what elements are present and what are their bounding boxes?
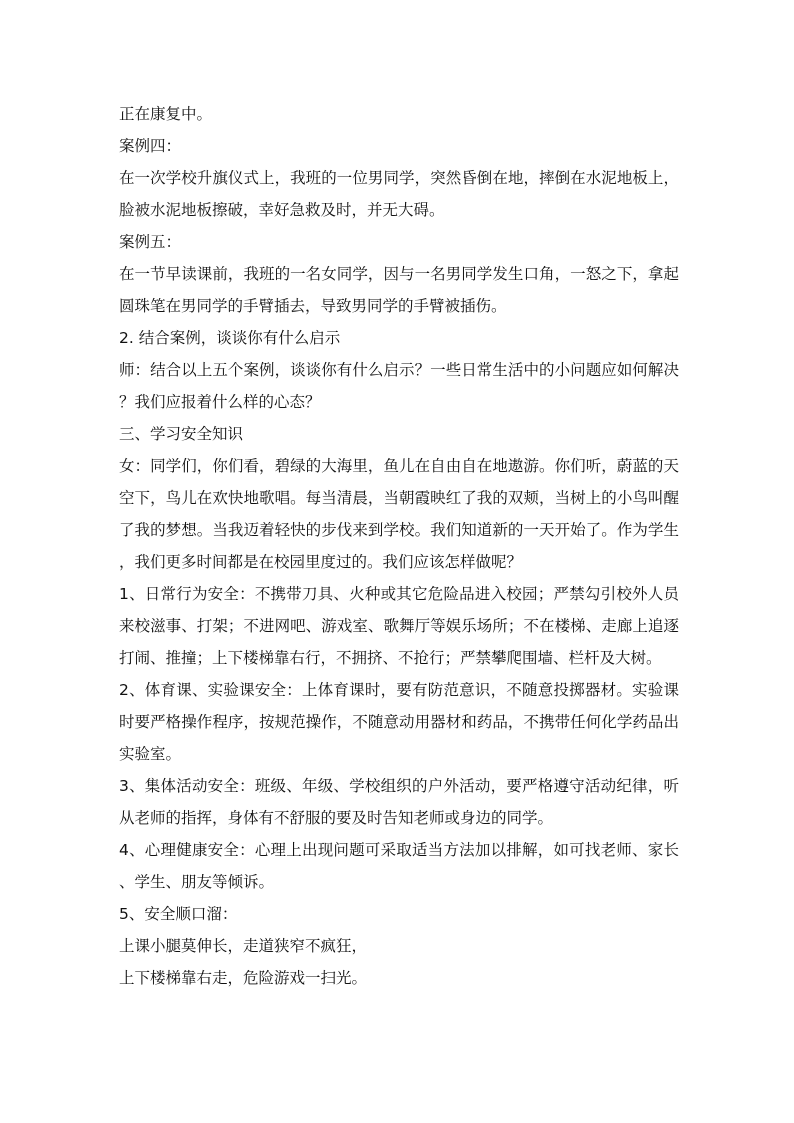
- paragraph-recovering: 正在康复中。: [119, 105, 213, 123]
- list-item-daily-safety: 1、日常行为安全：不携带刀具、火种或其它危险品进入校园；严禁勾引校外人员来校滋事、打架；不进网吧、游戏室、歌舞厅等娱乐场所；不在楼梯、走廊上追逐打闹、推撞；上下楼梯靠右行，不拥挤、不抢行；严禁攀爬围墙、栏杆及大树。: [119, 585, 679, 667]
- list-item-mental-health-safety: 4、心理健康安全：心理上出现问题可采取适当方法加以排解，如可找老师、家长、学生、朋友等倾诉。: [119, 841, 679, 891]
- document-body: [119, 98, 679, 994]
- heading-discussion: 2. 结合案例，谈谈你有什么启示: [119, 329, 341, 347]
- paragraph-intro: 女：同学们，你们看，碧绿的大海里，鱼儿在自由自在地遨游。你们听，蔚蓝的天空下，鸟儿在欢快地歌唱。每当清晨，当朝霞映红了我的双颊，当树上的小鸟叫醒了我的梦想。当我迈着轻快的步伐来到学校。我们知道新的一天开始了。作为学生，我们更多时间都是在校园里度过的。我们应该怎样做呢？: [119, 457, 679, 571]
- list-item-safety-rhyme: 5、安全顺口溜：: [119, 905, 238, 923]
- list-item-class-safety: 2、体育课、实验课安全：上体育课时，要有防范意识，不随意投掷器材。实验课时要严格操作程序，按规范操作，不随意动用器材和药品，不携带任何化学药品出实验室。: [119, 681, 679, 763]
- paragraph-teacher-question: 师：结合以上五个案例，谈谈你有什么启示？一些日常生活中的小问题应如何解决？我们应报着什么样的心态？: [119, 361, 679, 411]
- heading-safety-knowledge: 三、学习安全知识: [119, 425, 244, 443]
- paragraph-case-four: 在一次学校升旗仪式上，我班的一位男同学，突然昏倒在地，摔倒在水泥地板上，脸被水泥地板擦破，幸好急救及时，并无大碍。: [119, 169, 679, 219]
- rhyme-line-1: 上课小腿莫伸长，走道狭窄不疯狂，: [119, 937, 368, 955]
- rhyme-line-2: 上下楼梯靠右走，危险游戏一扫光。: [119, 969, 368, 987]
- list-item-group-activity-safety: 3、集体活动安全：班级、年级、学校组织的户外活动，要严格遵守活动纪律，听从老师的指挥，身体有不舒服的要及时告知老师或身边的同学。: [119, 777, 679, 827]
- heading-case-four: 案例四：: [119, 137, 182, 155]
- heading-case-five: 案例五：: [119, 233, 182, 251]
- paragraph-case-five: 在一节早读课前，我班的一名女同学，因与一名男同学发生口角，一怒之下，拿起圆珠笔在男同学的手臂插去，导致男同学的手臂被插伤。: [119, 265, 679, 315]
